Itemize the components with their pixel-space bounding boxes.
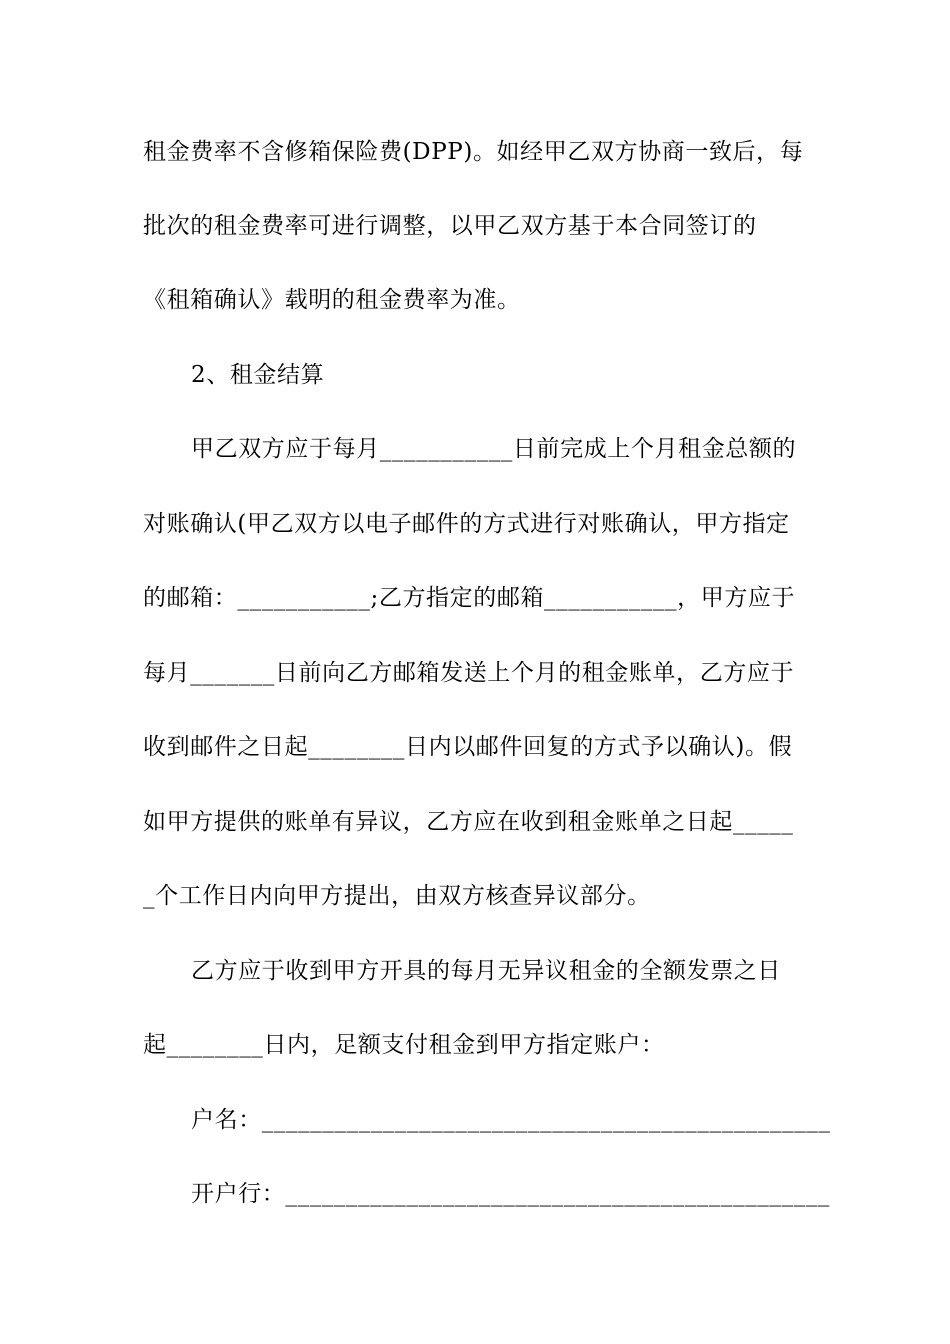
paragraph-line: 甲乙双方应于每月___________日前完成上个月租金总额的 [191,436,797,462]
paragraph-line: 批次的租金费率可进行调整，以甲乙双方基于本合同签订的 [143,213,757,239]
paragraph-line: 乙方应于收到甲方开具的每月无异议租金的全额发票之日 [191,958,781,984]
paragraph-line: 收到邮件之日起________日内以邮件回复的方式予以确认)。假 [143,734,793,760]
paragraph-line: _个工作日内向甲方提出，由双方核查异议部分。 [143,883,651,909]
paragraph-line: 《租箱确认》载明的租金费率为准。 [143,287,521,313]
bank-name-field: 开户行：_____________________________________________ [191,1181,830,1207]
paragraph-line: 对账确认(甲乙双方以电子邮件的方式进行对账确认，甲方指定 [143,511,790,537]
account-name-field: 户名：_______________________________________________ [191,1107,831,1133]
section-heading: 2、租金结算 [191,362,325,388]
paragraph-line: 起________日内，足额支付租金到甲方指定账户： [143,1032,665,1058]
paragraph-line: 如甲方提供的账单有异议，乙方应在收到租金账单之日起_____ [143,809,794,835]
paragraph-line: 租金费率不含修箱保险费(DPP)。如经甲乙双方协商一致后，每 [143,139,804,165]
paragraph-line: 每月_______日前向乙方邮箱发送上个月的租金账单，乙方应于 [143,660,795,686]
paragraph-line: 的邮箱：___________;乙方指定的邮箱___________，甲方应于 [143,585,796,611]
